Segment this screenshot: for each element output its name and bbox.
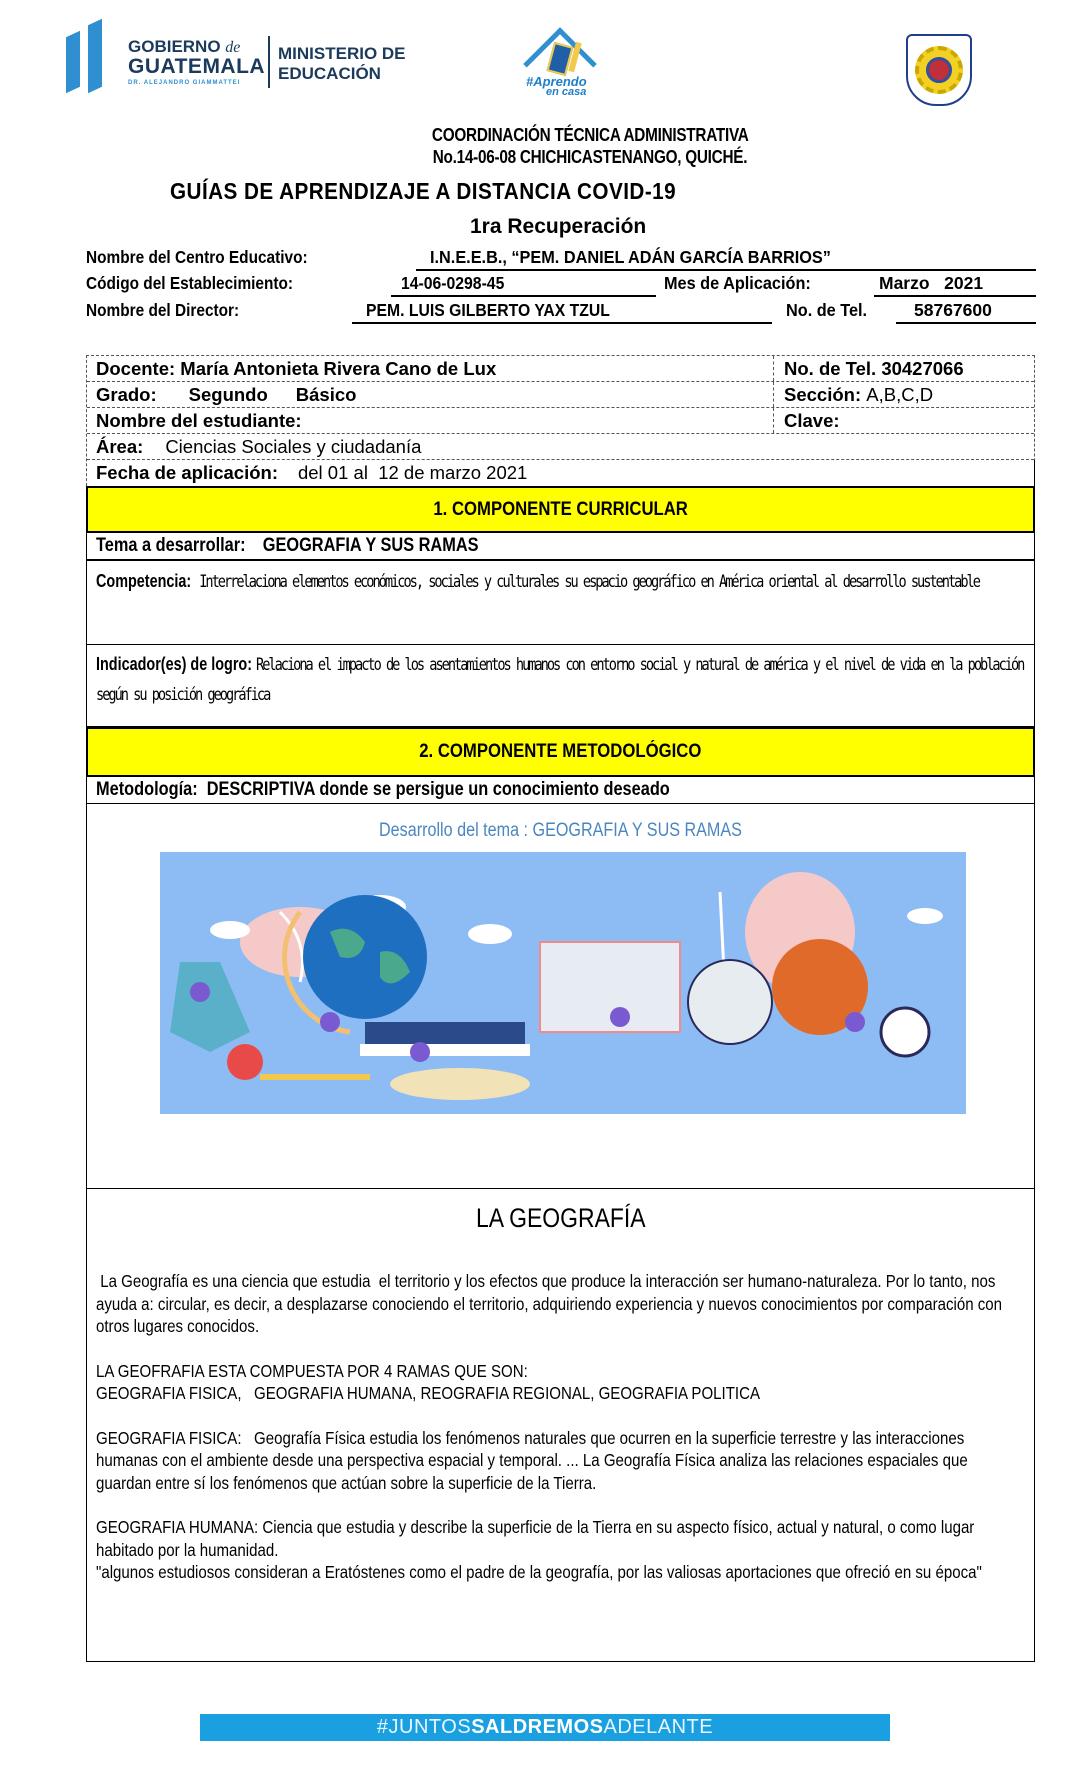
month-label: Mes de Aplicación: [664, 273, 811, 293]
code-label: Código del Establecimiento: [86, 273, 294, 293]
area-value: Ciencias Sociales y ciudadanía [165, 435, 422, 457]
cloud-icon [468, 924, 512, 944]
grade-value: Segundo [188, 383, 268, 405]
indicator-value: Relaciona el impacto de los asentamientos humanos con entorno social y natural de américa y el nivel de vida en la población según su posición geográfica [96, 655, 1024, 705]
gobierno-text [128, 38, 265, 86]
guide-title: GUÍAS DE APRENDIZAJE A DISTANCIA COVID-19 [170, 178, 677, 204]
globe-icon [303, 895, 427, 1019]
phone-value: 58767600 [896, 300, 1036, 324]
person-figure [845, 1012, 865, 1032]
aprendo-tagline [526, 76, 587, 98]
gear-icon [915, 46, 963, 94]
gob-line3: DR. ALEJANDRO GIAMMATTEI [128, 80, 241, 86]
gob-line2: GUATEMALA [128, 55, 266, 78]
books-icon [365, 1022, 525, 1044]
topic-label: Tema a desarrollar: [96, 535, 246, 556]
center-value: I.N.E.E.B., “PEM. DANIEL ADÁN GARCÍA BARRIOS” [416, 247, 1036, 271]
soccer-ball-icon [688, 960, 772, 1044]
teacher-info-table [86, 355, 1035, 486]
books-icon [360, 1044, 530, 1056]
branches-list: GEOGRAFIA FISICA, GEOGRAFIA HUMANA, REOGRAFIA REGIONAL, GEOGRAFIA POLITICA [96, 1383, 761, 1403]
ministry-line2: EDUCACIÓN [278, 63, 381, 83]
recovery-title: 1ra Recuperación [470, 215, 647, 238]
methodological-heading: 2. COMPONENTE METODOLÓGICO [86, 727, 1035, 777]
teacher-value: María Antonieta Rivera Cano de Lux [180, 357, 497, 379]
teacher-phone-value: 30427066 [881, 357, 964, 379]
grade-label: Grado: [96, 383, 157, 405]
area-label: Área: [96, 435, 144, 457]
date-value: del 01 al 12 de marzo 2021 [297, 462, 528, 483]
curricular-heading: 1. COMPONENTE CURRICULAR [86, 486, 1035, 533]
ministerio-text [278, 44, 406, 83]
student-label: Nombre del estudiante: [96, 409, 302, 431]
methodology-label: Metodología: [96, 779, 198, 800]
open-book-icon [540, 942, 680, 1032]
topic-row [86, 533, 1035, 560]
section-label: Sección: [784, 383, 862, 405]
teacher-label: Docente: [96, 357, 176, 379]
section-title: LA GEOGRAFÍA [475, 1203, 646, 1233]
footer-banner [200, 1714, 890, 1741]
cloud-icon [210, 921, 250, 939]
aprendo-line2: en casa [546, 85, 587, 98]
ministry-line1: MINISTERIO DE [278, 44, 406, 63]
teacher-row [87, 356, 1034, 382]
coordination-number: No.14-06-08 CHICHICASTENANGO, QUICHÉ. [432, 147, 748, 167]
area-row [87, 434, 1034, 460]
school-crest-icon [926, 57, 952, 83]
director-label: Nombre del Director: [86, 300, 240, 320]
cloud-icon [907, 908, 943, 924]
flask-icon [170, 962, 250, 1052]
indicator-label: Indicador(es) de logro: [96, 654, 253, 674]
banner-bold: SALDREMOS [471, 1716, 604, 1738]
apple-icon [227, 1044, 263, 1080]
person-figure [190, 982, 210, 1002]
logo-bar-icon [66, 31, 80, 94]
indicator-row [86, 645, 1035, 727]
aprendo-line1: #Aprendo [526, 74, 587, 89]
palette-icon [390, 1068, 530, 1100]
person-figure [320, 1012, 340, 1032]
human-geography-paragraph: GEOGRAFIA HUMANA: Ciencia que estudia y describe la superficie de la Tierra en su aspecto físico, actual y natural, o como lugar habitado por la humanidad. [96, 1517, 975, 1560]
code-value: 14-06-0298-45 [391, 273, 656, 297]
illustration-svg [160, 852, 966, 1114]
teacher-phone-label: No. de Tel. [784, 357, 877, 379]
month-value: Marzo 2021 [874, 273, 1036, 297]
competence-label: Competencia: [96, 571, 192, 591]
aprendo-en-casa-logo [522, 24, 606, 100]
section-value: A,B,C,D [866, 383, 934, 405]
banner-prefix: #JUNTOS [376, 1716, 472, 1738]
banner-suffix: ADELANTE [603, 1716, 714, 1738]
education-illustration [160, 852, 966, 1114]
gob-line1-script: de [225, 39, 241, 56]
eratosthenes-quote: "algunos estudiosos consideran a Eratóstenes como el padre de la geografía, por las valiosas aportaciones que ofreció en su época" [96, 1562, 982, 1582]
stopwatch-icon [881, 1008, 929, 1056]
coordination-title: COORDINACIÓN TÉCNICA ADMINISTRATIVA [431, 125, 749, 145]
physical-geography-paragraph: GEOGRAFIA FISICA: Geografía Física estudia los fenómenos naturales que ocurren en la superficie terrestre y las interacciones humanas con el ambiente desde una perspectiva espacial y temporal. ... La Geografía Física analiza las relaciones espaciales que guardan entre sí los fenómenos que actúan sobre la superficie de la Tierra. [96, 1427, 972, 1493]
director-value: PEM. LUIS GILBERTO YAX TZUL [352, 300, 772, 324]
section-cell [773, 382, 933, 407]
content-box [86, 1264, 1035, 1662]
gob-line1: GOBIERNO [128, 37, 221, 56]
methodology-value: DESCRIPTIVA donde se persigue un conocimiento deseado [206, 779, 670, 800]
center-label: Nombre del Centro Educativo: [86, 247, 308, 267]
pencil-icon [260, 1074, 370, 1080]
person-figure [410, 1042, 430, 1062]
gobierno-guatemala-logo [66, 16, 436, 96]
competence-value: Interrelaciona elementos económicos, sociales y culturales su espacio geográfico en América oriental al desarrollo sustentable [199, 572, 979, 592]
school-crest-logo [906, 34, 972, 106]
competence-row [86, 560, 1035, 645]
methodology-row [86, 777, 1035, 804]
logo-bar-icon [88, 19, 102, 94]
teacher-phone-cell [773, 356, 964, 381]
date-row [87, 460, 1035, 486]
branches-heading: LA GEOFRAFIA ESTA COMPUESTA POR 4 RAMAS QUE SON: [96, 1360, 528, 1381]
key-label: Clave: [784, 409, 840, 431]
development-title: Desarrollo del tema : GEOGRAFIA Y SUS RAMAS [379, 820, 742, 841]
grade-level: Básico [295, 383, 357, 405]
topic-value: GEOGRAFIA Y SUS RAMAS [262, 535, 479, 556]
intro-paragraph: La Geografía es una ciencia que estudia el territorio y los efectos que produce la interacción ser humano-naturaleza. Por lo tanto, nos ayuda a: circular, es decir, a desplazarse conociendo el territorio, adquiriendo experiencia y nuevos conocimientos por comparación con otros lugares conocidos. [96, 1271, 1007, 1336]
grade-row [87, 382, 1034, 408]
phone-label: No. de Tel. [786, 300, 868, 320]
student-row [87, 408, 1034, 434]
key-cell [773, 408, 845, 433]
section-title-box [86, 1189, 1035, 1264]
date-label: Fecha de aplicación: [96, 462, 278, 483]
person-figure [610, 1007, 630, 1027]
logo-divider [268, 36, 270, 88]
